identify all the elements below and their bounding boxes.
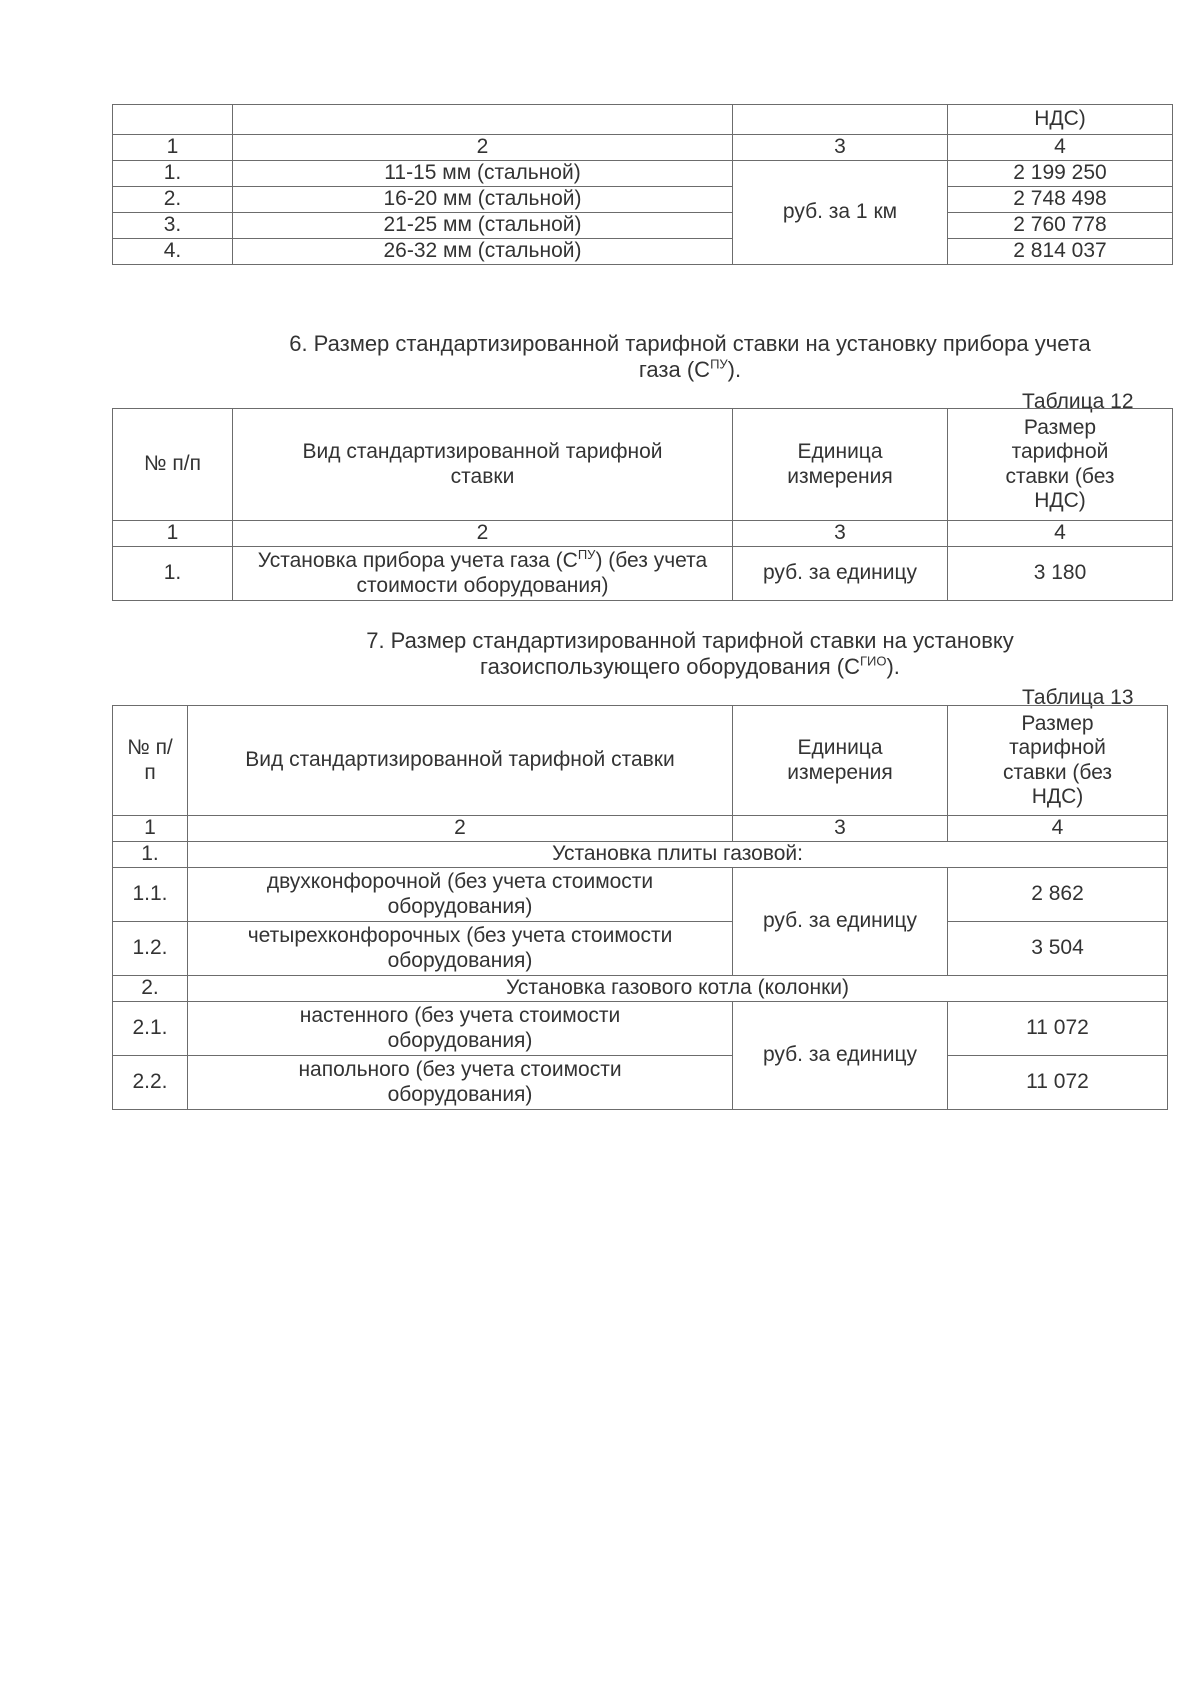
rate-value: 11 072: [948, 1002, 1168, 1056]
header-rate: Размер тарифной ставки (без НДС): [948, 706, 1168, 816]
column-number: 3: [733, 521, 948, 547]
table-row: [113, 868, 1168, 922]
group-row: [113, 976, 1168, 1002]
header-type: Вид стандартизированной тарифной ставки: [233, 409, 733, 521]
superscript: ПУ: [577, 547, 596, 563]
unit-cell: руб. за 1 км: [733, 161, 948, 265]
table-row: [113, 922, 1168, 976]
column-number: 4: [948, 816, 1168, 842]
header-row: [113, 706, 1168, 816]
rate-type: двухконфорочной (без учета стоимости оборудования): [188, 868, 733, 922]
heading-text: газа (С: [638, 357, 711, 383]
table-row: [113, 547, 1173, 601]
table-row: [113, 213, 1173, 239]
header-cell: [113, 105, 233, 135]
table-row: [113, 1002, 1168, 1056]
rate-type: напольного (без учета стоимости оборудования): [188, 1056, 733, 1110]
rate-value: 3 504: [948, 922, 1168, 976]
unit-cell: руб. за единицу: [733, 1002, 948, 1110]
header-type: Вид стандартизированной тарифной ставки: [188, 706, 733, 816]
row-number: 1.: [113, 161, 233, 187]
pipe-diameter: 16-20 мм (стальной): [233, 187, 733, 213]
column-number: 4: [948, 521, 1173, 547]
table-row: [113, 161, 1173, 187]
header-rate: Размер тарифной ставки (без НДС): [948, 409, 1173, 521]
section-6-heading: [230, 331, 1150, 384]
column-number: 1: [113, 521, 233, 547]
cell-text: Установка прибора учета газа (С: [257, 549, 578, 573]
table-row: [113, 105, 1173, 135]
section-7-heading: [230, 628, 1150, 681]
table-13-label: Таблица 13: [1022, 686, 1134, 709]
header-unit: Единица измерения: [733, 409, 948, 521]
rate-type: четырехконфорочных (без учета стоимости оборудования): [188, 922, 733, 976]
rate-type: [233, 547, 733, 601]
rate-value: 2 814 037: [948, 239, 1173, 265]
column-number: 4: [948, 135, 1173, 161]
rate-value: 2 748 498: [948, 187, 1173, 213]
pipe-diameter: 21-25 мм (стальной): [233, 213, 733, 239]
heading-text: газоиспользующего оборудования (С: [480, 654, 860, 680]
heading-text: ).: [886, 654, 900, 680]
column-number: 2: [188, 816, 733, 842]
table-12-label: Таблица 12: [1022, 390, 1134, 413]
header-unit: Единица измерения: [733, 706, 948, 816]
header-cell: [733, 105, 948, 135]
superscript: ПУ: [710, 357, 728, 373]
rate-value: 2 199 250: [948, 161, 1173, 187]
heading-line: [230, 654, 1150, 680]
column-number: 1: [113, 135, 233, 161]
column-number: 2: [233, 521, 733, 547]
cell-text: ) (без учета стоимости оборудования): [356, 549, 708, 597]
column-number-row: [113, 816, 1168, 842]
rate-type: настенного (без учета стоимости оборудования): [188, 1002, 733, 1056]
column-number-row: [113, 135, 1173, 161]
group-row: [113, 842, 1168, 868]
row-number: 2.2.: [113, 1056, 188, 1110]
rate-value: 3 180: [948, 547, 1173, 601]
row-number: 1.1.: [113, 868, 188, 922]
heading-text: ).: [727, 357, 742, 383]
rate-value: 2 862: [948, 868, 1168, 922]
row-number: 3.: [113, 213, 233, 239]
column-number: 1: [113, 816, 188, 842]
row-number: 2.: [113, 187, 233, 213]
header-num: № п/п: [113, 409, 233, 521]
row-number: 1.: [113, 842, 188, 868]
unit-cell: руб. за единицу: [733, 547, 948, 601]
column-number: 3: [733, 135, 948, 161]
rate-value: 11 072: [948, 1056, 1168, 1110]
superscript: ГИО: [859, 654, 887, 670]
header-cell: [233, 105, 733, 135]
row-number: 4.: [113, 239, 233, 265]
table-13: [112, 705, 1168, 1110]
column-number: 3: [733, 816, 948, 842]
table-11-fragment: [112, 104, 1173, 265]
pipe-diameter: 11-15 мм (стальной): [233, 161, 733, 187]
row-number: 1.: [113, 547, 233, 601]
row-number: 1.2.: [113, 922, 188, 976]
row-number: 2.: [113, 976, 188, 1002]
column-number: 2: [233, 135, 733, 161]
table-12: [112, 408, 1173, 601]
group-title: Установка газового котла (колонки): [188, 976, 1168, 1002]
table-row: [113, 239, 1173, 265]
header-num: № п/п: [113, 706, 188, 816]
heading-line: 7. Размер стандартизированной тарифной ставки на установку: [366, 628, 1014, 653]
table-row: [113, 1056, 1168, 1110]
column-number-row: [113, 521, 1173, 547]
group-title: Установка плиты газовой:: [188, 842, 1168, 868]
rate-value: 2 760 778: [948, 213, 1173, 239]
heading-line: 6. Размер стандартизированной тарифной ставки на установку прибора учета: [289, 331, 1091, 356]
heading-line: [230, 357, 1150, 383]
header-row: [113, 409, 1173, 521]
row-number: 2.1.: [113, 1002, 188, 1056]
pipe-diameter: 26-32 мм (стальной): [233, 239, 733, 265]
unit-cell: руб. за единицу: [733, 868, 948, 976]
header-cell: НДС): [948, 105, 1173, 135]
table-row: [113, 187, 1173, 213]
